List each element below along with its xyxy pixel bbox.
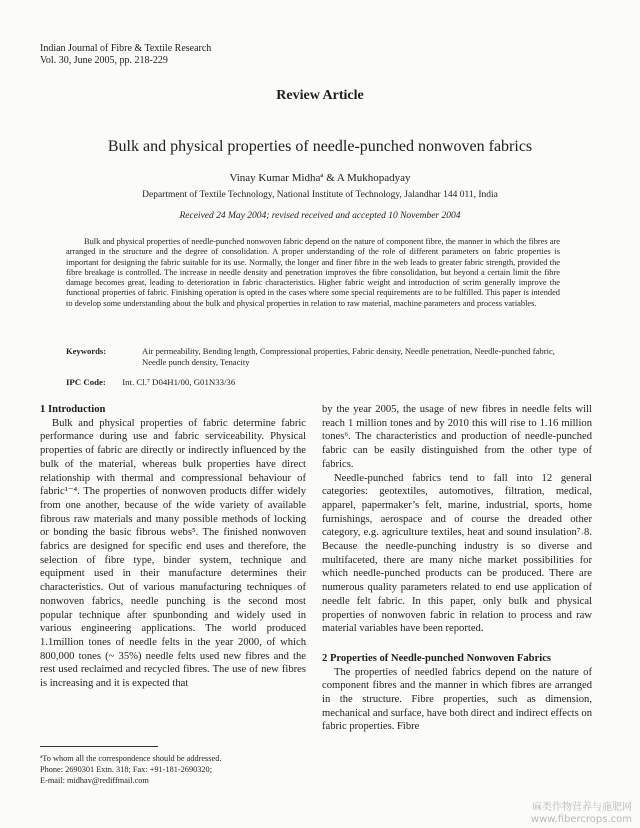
paragraph: The properties of needled fabrics depend on the nature of component fibres and the manner in which fibres are arranged in the structure. Fibre properties, such as dimension, mechanical and surface, have both direct and indirect effects on fabric properties. Fibre: [322, 666, 592, 733]
article-type: Review Article: [276, 88, 364, 103]
footnote-line: ªTo whom all the correspondence should be addressed.: [40, 754, 222, 763]
ipc-text: Int. Cl.⁷ D04H1/00, G01N33/36: [122, 377, 236, 387]
footnote-email: E-mail: midhav@rediffmail.com: [40, 776, 149, 785]
footnote: [40, 753, 306, 786]
site-watermark: [531, 802, 632, 826]
paragraph: by the year 2005, the usage of new fibres in needle felts will reach 1 million tones and by 2010 this will rise to 1.16 million tones⁶. The characteristics and production of needle-punched fabric can be easily distinguished from the other type of fabrics.: [322, 404, 592, 470]
footnote-line: Phone: 2690301 Extn. 318; Fax: +91-181-2690320;: [40, 765, 212, 774]
author-list: Vinay Kumar Midhaª & A Mukhopadyay: [229, 172, 411, 184]
left-column: [40, 403, 306, 691]
paper-title: Bulk and physical properties of needle-punched nonwoven fabrics: [107, 138, 533, 155]
ipc-label: IPC Code:: [66, 377, 106, 387]
watermark-url: www.fibercrops.com: [530, 814, 632, 825]
paragraph: Bulk and physical properties of fabric determine fabric performance during use and fabric serviceability. Physical properties of fabric are directly or indirectly influenced by the bulk of the material, whereas bulk properties have direct relationship with thermal and compressional behaviour of fabric¹⁻⁴. The properties of nonwoven products differ widely from one another, because of the wide variety of available fibrous raw materials and many possible methods of locking or bonding the basic fibrous webs⁵. The finished nonwoven fabrics are designed for specific end uses and therefore, the selection of fibre type, binder system, technique and equipment used in their manufacture determines their characteristics. Out of various manufacturing techniques of nonwoven fabrics, needle punching is the second most popular technique after spunbonding and widely used in various engineering applications. The world produced 1.1million tones of needle felts in the year 2000, of which 800,000 tones (~ 35%) needle felts used new fibres and the rest used reclaimed and recycled fibres. The use of new fibres is increasing and it is expected that: [40, 417, 306, 690]
journal-issue: Vol. 30, June 2005, pp. 218-229: [40, 55, 168, 66]
footnote-divider: [40, 746, 158, 747]
paragraph: Needle-punched fabrics tend to fall into 12 general categories: geotextiles, automotives, filtration, medical, apparel, papermaker’s felt, marine, industrial, sports, home furnishings, aerospace and of course the dreaded other category, e.g. agriculture textiles, heat and sound insulation⁷˒8. Because the needle-punching industry is so diverse and multifaceted, there are many niche market possibilities for which needle-punched products can be produced. There are numerous quality parameters related to end use application of needle felt fabric. In this paper, only bulk and physical properties of nonwoven fabric in relation to process and raw material variables have been reported.: [322, 472, 592, 635]
watermark-line: 麻类作物营养与施肥网: [532, 802, 632, 813]
journal-name: Indian Journal of Fibre & Textile Research: [40, 43, 212, 54]
ipc-code: [66, 377, 235, 387]
right-column: [322, 403, 592, 734]
section-heading-properties: 2 Properties of Needle-punched Nonwoven Fabrics: [322, 652, 552, 664]
affiliation: Department of Textile Technology, National Institute of Technology, Jalandhar 144 011, India: [142, 190, 498, 200]
keywords-text: Air permeability, Bending length, Compressional properties, Fabric density, Needle penetration, Needle-punched fabric, Needle punch density, Tenacity: [142, 346, 555, 367]
keywords-label: Keywords:: [66, 346, 107, 356]
abstract: Bulk and physical properties of needle-punched nonwoven fabric depend on the nature of component fibre, the manner in which the fibres are arranged in the structure and the degree of consolidation. A proper understanding of the role of different parameters on fabric properties is important for designing the fabric suitable for its use. Normally, the longer and finer fibre in the web leads to greater fabric strength, provided the fibre breakage is controlled. The increase in needle density and penetration improves the fibre consolidation, but beyond a certain limit the fibre damage becomes great, leading to deterioration in fabric characteristics. Higher fabric weight and introduction of scrim generally improve the functional properties of fabric. Finishing operation is opted in the cases where some special requirements are to be fulfilled. This paper is intended to develop some understanding about the bulk and physical properties in relation to raw material, machine parameters and process variables.: [66, 237, 560, 308]
keywords: [66, 346, 560, 368]
section-gap: [322, 636, 592, 652]
section-heading-introduction: 1 Introduction: [40, 404, 106, 415]
journal-header: [40, 43, 211, 67]
received-dates: Received 24 May 2004; revised received and accepted 10 November 2004: [179, 211, 461, 221]
